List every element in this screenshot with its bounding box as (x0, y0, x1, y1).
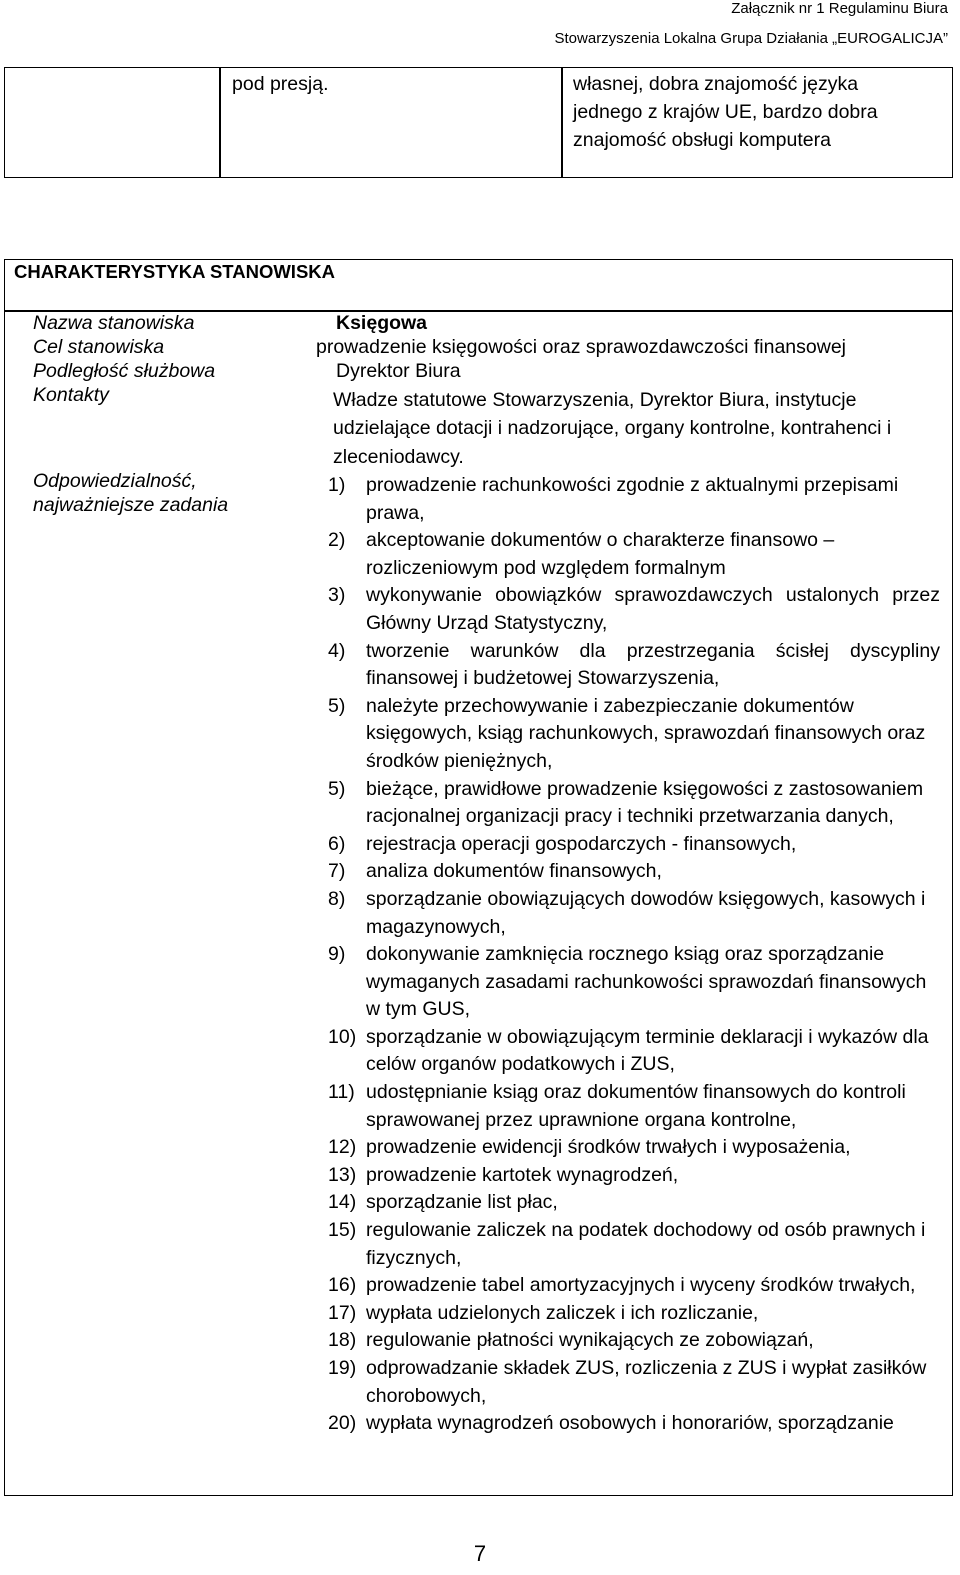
duty-item (328, 941, 940, 1024)
top-table-cell-3-line-2: jednego z krajów UE, bardzo dobra (573, 101, 878, 123)
duty-number: 18) (328, 1329, 357, 1352)
contacts-line-1: Władze statutowe Stowarzyszenia, Dyrektor Biura, instytucje (333, 389, 857, 411)
duty-number: 7) (328, 860, 346, 883)
name-value: Księgowa (336, 312, 428, 334)
duty-number: 15) (328, 1219, 357, 1242)
duty-number: 12) (328, 1136, 357, 1159)
duty-number: 5) (328, 694, 346, 717)
duty-number: 11) (328, 1081, 355, 1104)
duty-text: prowadzenie ewidencji środków trwałych i wyposażenia, (366, 1136, 851, 1159)
top-table-divider-1 (219, 67, 221, 178)
duty-number: 4) (328, 639, 346, 662)
duty-text: prowadzenie rachunkowości zgodnie z aktualnymi przepisami prawa, (366, 474, 899, 524)
duty-text: bieżące, prawidłowe prowadzenie księgowości z zastosowaniem racjonalnej organizacji pracy i techniki przetwarzania danych, (366, 777, 924, 828)
duty-text: dokonywanie zamknięcia rocznego ksiąg oraz sporządzanie wymaganych zasadami rachunkowości sprawozdań finansowych w tym GUS, (366, 943, 927, 1021)
duty-number: 10) (328, 1025, 357, 1048)
duty-item (328, 886, 940, 941)
subordination-value: Dyrektor Biura (336, 360, 461, 382)
duty-number: 14) (328, 1191, 357, 1214)
top-table-cell-3-line-1: własnej, dobra znajomość języka (573, 73, 859, 95)
subordination-label: Podległość służbowa (33, 360, 216, 382)
duty-text: wykonywanie obowiązków sprawozdawczych ustalonych przez Główny Urząd Statystyczny, (366, 584, 940, 634)
duty-number: 17) (328, 1301, 357, 1324)
duty-text: tworzenie warunków dla przestrzegania ścisłej dyscypliny finansowej i budżetowej Stowarzyszenia, (366, 639, 940, 690)
duty-item (328, 1079, 940, 1134)
duty-number: 20) (328, 1412, 357, 1435)
duty-item (328, 1272, 940, 1300)
duty-text: należyte przechowywanie i zabezpieczanie dokumentów księgowych, ksiąg rachunkowych, sprawozdań finansowych oraz środków pieniężnych, (366, 694, 926, 772)
duty-number: 13) (328, 1163, 357, 1186)
contacts-line-3: zleceniodawcy. (333, 446, 464, 468)
duty-item (328, 1024, 940, 1079)
duty-number: 16) (328, 1274, 357, 1297)
duty-text: wypłata udzielonych zaliczek i ich rozliczanie, (366, 1301, 759, 1324)
duty-item (328, 693, 940, 776)
contacts-line-2: udzielające dotacji i nadzorujące, organy kontrolne, kontrahenci i (333, 417, 892, 439)
top-table-cell-2: pod presją. (232, 73, 329, 95)
duty-number: 8) (328, 887, 346, 910)
name-label: Nazwa stanowiska (33, 312, 195, 334)
duty-item (328, 638, 940, 693)
duty-item (328, 858, 940, 886)
duty-item (328, 1217, 940, 1272)
duty-text: sporządzanie obowiązujących dowodów księgowych, kasowych i magazynowych, (366, 887, 926, 938)
duty-text: analiza dokumentów finansowych, (366, 860, 662, 883)
page-number: 7 (473, 1541, 487, 1566)
duty-item (328, 1300, 940, 1328)
duty-number: 6) (328, 832, 346, 855)
duty-text: udostępnianie ksiąg oraz dokumentów finansowych do kontroli sprawowanej przez uprawnione organa kontrolne, (366, 1081, 906, 1131)
duty-number: 1) (328, 474, 346, 496)
top-table-divider-2 (561, 67, 563, 178)
duty-text: sporządzanie list płac, (366, 1191, 558, 1214)
responsibility-label-line-1: Odpowiedzialność, (33, 470, 197, 492)
header-line-1: Załącznik nr 1 Regulaminu Biura (731, 0, 948, 17)
goal-label: Cel stanowiska (33, 336, 165, 358)
header-line-2: Stowarzyszenia Lokalna Grupa Działania „EUROGALICJA” (554, 30, 948, 47)
top-table-cell-3-line-3: znajomość obsługi komputera (573, 129, 831, 151)
goal-value: prowadzenie księgowości oraz sprawozdawczości finansowej (316, 336, 847, 358)
duty-item (328, 1134, 940, 1162)
section-title: CHARAKTERYSTYKA STANOWISKA (14, 261, 336, 282)
duty-text: regulowanie zaliczek na podatek dochodowy od osób prawnych i fizycznych, (366, 1219, 926, 1269)
duty-item (328, 472, 940, 527)
duty-item (328, 527, 940, 582)
duty-number: 9) (328, 943, 346, 966)
duties-list (328, 472, 940, 1438)
duty-text: akceptowanie dokumentów o charakterze finansowo – rozliczeniowym pod względem formalnym (366, 529, 835, 579)
duty-item (328, 1355, 940, 1410)
duty-number: 3) (328, 584, 346, 607)
duty-item (328, 776, 940, 831)
duty-number: 5) (328, 777, 346, 800)
duty-item (328, 582, 940, 637)
contacts-label: Kontakty (33, 384, 109, 406)
responsibility-label-line-2: najważniejsze zadania (33, 494, 229, 516)
duty-text: prowadzenie tabel amortyzacyjnych i wyceny środków trwałych, (366, 1274, 916, 1297)
duty-number: 19) (328, 1357, 357, 1379)
duty-text: sporządzanie w obowiązującym terminie deklaracji i wykazów dla celów organów podatkowych i ZUS, (366, 1025, 929, 1076)
duty-item (328, 1162, 940, 1190)
duty-text: prowadzenie kartotek wynagrodzeń, (366, 1163, 679, 1186)
duty-item (328, 1327, 940, 1355)
duty-text: regulowanie płatności wynikających ze zobowiązań, (366, 1329, 814, 1352)
duty-number: 2) (328, 529, 346, 552)
duty-item (328, 1410, 940, 1438)
duty-text: wypłata wynagrodzeń osobowych i honorariów, sporządzanie (366, 1412, 894, 1435)
duty-text: rejestracja operacji gospodarczych - finansowych, (366, 832, 797, 855)
duty-item (328, 1189, 940, 1217)
duty-item (328, 831, 940, 859)
duty-text: odprowadzanie składek ZUS, rozliczenia z ZUS i wypłat zasiłków chorobowych, (366, 1357, 927, 1407)
